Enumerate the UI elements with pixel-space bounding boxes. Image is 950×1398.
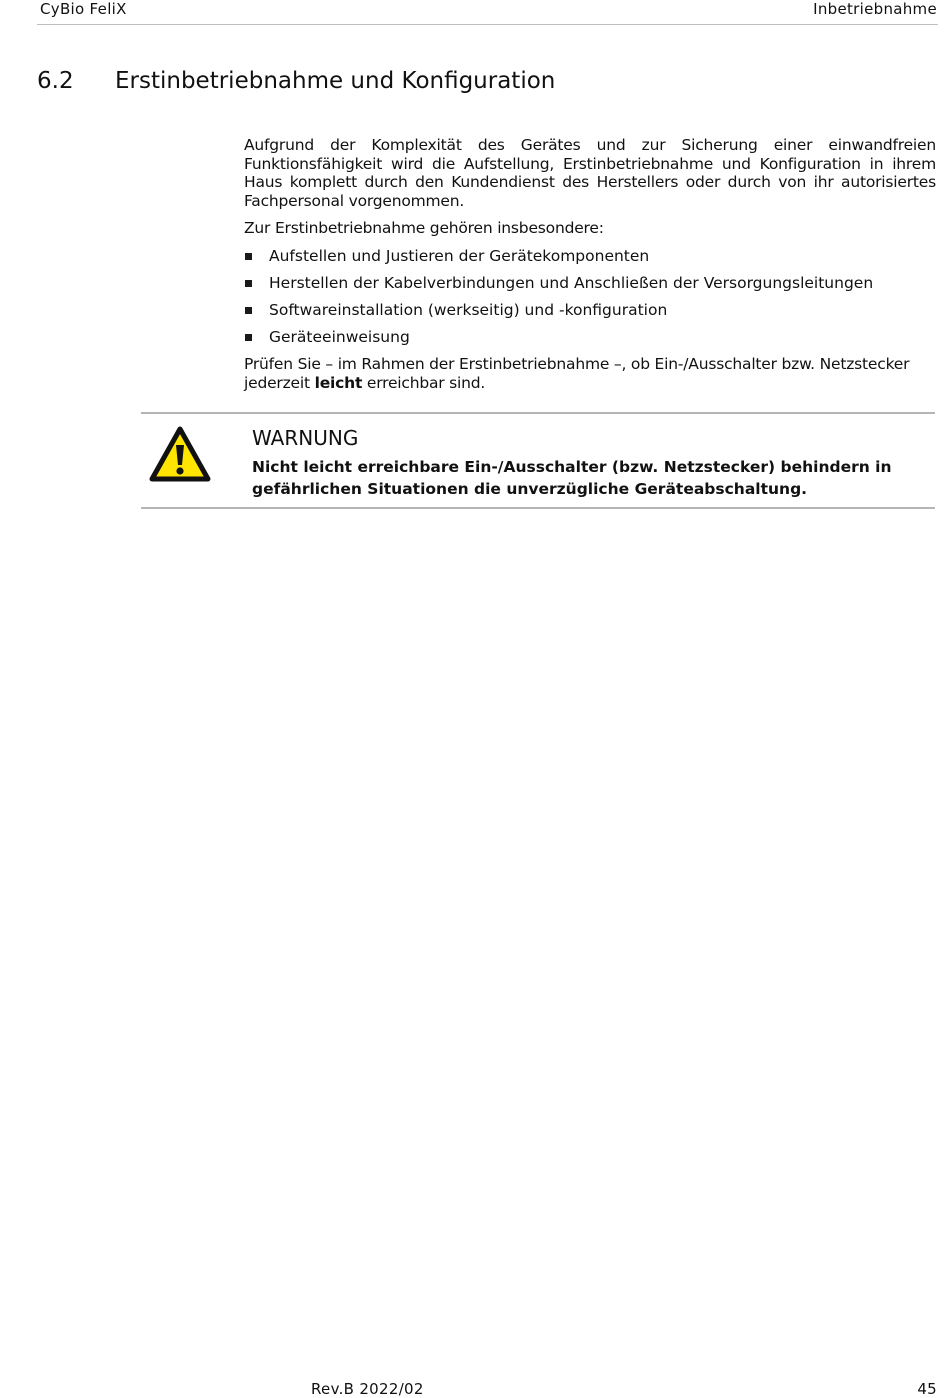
header-chapter: Inbetriebnahme [813,0,937,18]
header-divider [37,24,938,25]
check-text-end: erreichbar sind. [362,373,486,392]
list-intro: Zur Erstinbetriebnahme gehören insbesondere: [244,219,604,237]
section-number: 6.2 [37,68,74,94]
warning-top-rule [141,412,935,414]
square-bullet-icon [245,280,252,287]
check-text-emphasis: leicht [314,373,363,392]
section-title: Erstinbetriebnahme und Konfiguration [115,68,556,94]
list-item-text: Aufstellen und Justieren der Gerätekomponenten [269,246,650,265]
list-item-text: Geräteeinweisung [269,327,410,346]
task-list [244,247,936,347]
footer-revision: Rev.B 2022/02 [311,1380,424,1398]
list-item [244,247,936,266]
warning-triangle-icon [148,425,212,483]
intro-paragraph: Aufgrund der Komplexität des Gerätes und zur Sicherung einer einwandfreien Funktionsfähigkeit wird die Aufstellung, Erstinbetriebnahme und Konfiguration in ihrem Haus komplett durch den Kundendienst des Herstellers oder durch von ihr autorisiertes Fachpersonal vorgenommen. [244,136,936,210]
square-bullet-icon [245,253,252,260]
page-number: 45 [917,1380,937,1398]
square-bullet-icon [245,334,252,341]
list-item [244,328,936,347]
list-item [244,274,936,293]
check-paragraph [244,355,936,392]
warning-bottom-rule [141,507,935,509]
list-item-text: Herstellen der Kabelverbindungen und Anschließen der Versorgungsleitungen [269,273,874,292]
section-body [244,136,936,401]
square-bullet-icon [245,307,252,314]
check-text-start: Prüfen Sie – im Rahmen der Erstinbetriebnahme –, ob Ein-/Ausschalter bzw. Netzstecker jederzeit [244,355,910,392]
list-item-text: Softwareinstallation (werkseitig) und -konfiguration [269,300,668,319]
warning-title: WARNUNG [252,426,359,450]
warning-text: Nicht leicht erreichbare Ein-/Ausschalter (bzw. Netzstecker) behindern in gefährlichen Situationen die unverzügliche Geräteabschaltung. [252,458,892,498]
header-product: CyBio FeliX [40,0,127,18]
list-item [244,301,936,320]
